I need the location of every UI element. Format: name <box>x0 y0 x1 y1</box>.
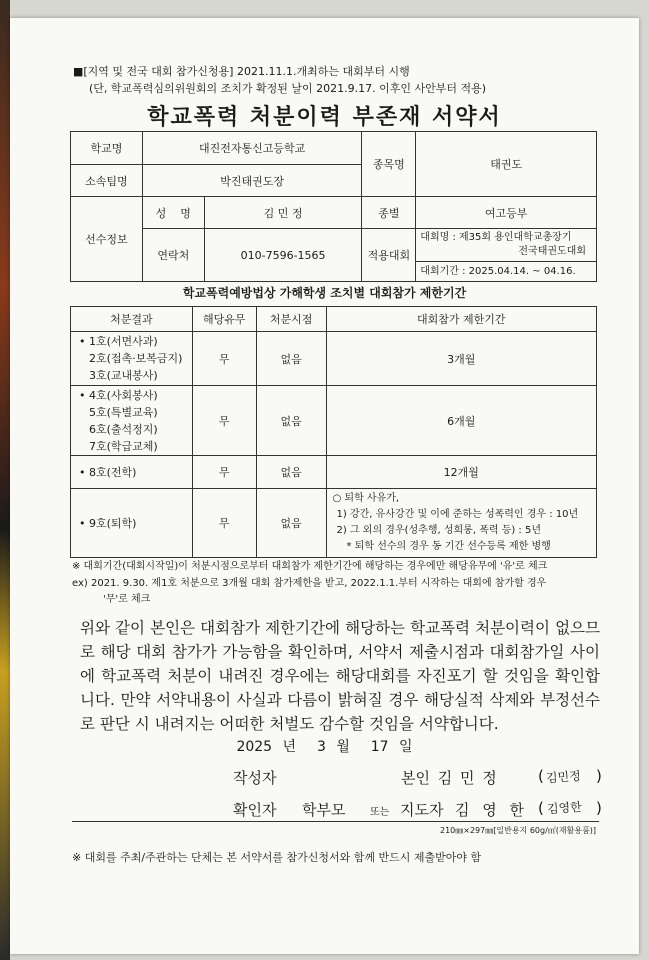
table-row <box>71 489 597 558</box>
result-cell <box>71 332 193 386</box>
info-table <box>70 131 597 282</box>
result-item: • 1호(서면사과) <box>79 335 158 348</box>
timing-cell: 없음 <box>256 332 326 386</box>
result-item: 5호(특별교육) <box>89 405 158 419</box>
pledge-document <box>10 18 639 954</box>
period-cell: 12개월 <box>326 456 596 489</box>
restriction-table <box>70 306 597 558</box>
header-period: 대회참가 제한기간 <box>326 307 596 332</box>
result-item: 2호(접촉·보복금지) <box>89 352 183 365</box>
period-cell: 6개월 <box>326 386 596 456</box>
applicable-cell: 무 <box>192 332 256 386</box>
name-value: 김 민 정 <box>204 197 362 229</box>
period-line: 1) 강간, 유사강간 및 이에 준하는 성폭력인 경우 : 10년 <box>336 509 579 520</box>
period-line: * 퇴학 선수의 경우 동 기간 선수등록 제한 병행 <box>346 541 551 552</box>
paper-size-note: 210㎜×297㎜[일반용지 60g/㎡(재활용품)] <box>440 826 597 835</box>
timing-cell: 없음 <box>256 489 326 558</box>
team-label: 소속팀명 <box>71 165 143 197</box>
table-row <box>71 332 597 386</box>
header-line-2: (단, 학교폭력심의위원회의 조치가 확정된 날이 2021.9.17. 이후인 사안부터 적용) <box>89 82 487 95</box>
table-row <box>71 386 597 456</box>
team-value: 박진태권도장 <box>142 165 362 197</box>
event-period: 대회기간 : 2025.04.14. ~ 04.16. <box>416 261 596 279</box>
athlete-label: 선수정보 <box>71 197 143 282</box>
seal-bracket-open: ( <box>538 799 544 817</box>
timing-cell: 없음 <box>256 386 326 456</box>
event-details <box>416 229 597 282</box>
result-item: 3호(교내봉사) <box>89 369 158 382</box>
sport-value: 태권도 <box>416 132 597 197</box>
name-label: 성 명 <box>142 197 204 229</box>
note-line-2: ex) 2021. 9.30. 제1호 처분으로 3개월 대회 참가제한을 받고, 2022.1.1.부터 시작하는 대회에 참가할 경우 <box>72 578 547 589</box>
note-line-3: '무'로 체크 <box>103 594 151 605</box>
confirm-label: 확인자 <box>233 801 277 819</box>
applicable-cell: 무 <box>192 456 256 489</box>
seal-bracket-open: ( <box>538 767 544 785</box>
signature-mark-coach: 김영한 <box>546 799 583 817</box>
result-cell: • 8호(전학) <box>71 456 193 489</box>
timing-cell: 없음 <box>256 456 326 489</box>
header-timing: 처분시점 <box>256 307 326 332</box>
note-line-1: ※ 대회기간(대회시작일)이 처분시점으로부터 대회참가 제한기간에 해당하는 경우에만 해당유무에 '유'로 체크 <box>72 561 548 572</box>
period-cell <box>326 489 596 558</box>
parent-label: 학부모 <box>302 801 346 819</box>
applicable-cell: 무 <box>192 489 256 558</box>
pledge-paragraph: 위와 같이 본인은 대회참가 제한기간에 해당하는 학교폭력 처분이력이 없으므로 해당 대회 참가가 가능함을 확인하며, 서약서 제출시점과 대회참가일 사이에 학교폭력 처분이 내려진 경우에는 해당대회를 자진포기 할 것임을 확인합니다. 만약 서약내용이 사실과 다름이 밝혀질 경우 해당실적 삭제와 부정선수로 판단 시 내려지는 어떠한 처벌도 감수할 것임을 서약합니다. <box>80 619 600 733</box>
applicable-cell: 무 <box>192 386 256 456</box>
contact-value: 010-7596-1565 <box>204 229 362 282</box>
school-label: 학교명 <box>71 132 143 165</box>
divider <box>72 821 599 822</box>
submission-footnote: ※ 대회를 주최/주관하는 단체는 본 서약서를 참가신청서와 함께 반드시 제출받아야 함 <box>72 851 482 864</box>
header-applicable: 해당유무 <box>192 307 256 332</box>
writer-label: 작성자 <box>233 769 277 787</box>
event-name-line2: 전국태권도대회 <box>518 246 586 257</box>
result-cell: • 9호(퇴학) <box>71 489 193 558</box>
signature-mark-self: 김민정 <box>545 768 582 786</box>
period-cell: 3개월 <box>326 332 596 386</box>
result-item: 6호(출석정지) <box>89 422 158 436</box>
coach-label: 지도자 <box>400 801 444 819</box>
seal-bracket-close: ) <box>596 799 602 817</box>
or-label: 또는 <box>370 807 390 818</box>
sport-label: 종목명 <box>362 132 416 197</box>
school-value: 대진전자통신고등학교 <box>142 132 362 165</box>
contact-label: 연락처 <box>142 229 204 282</box>
result-item: 7호(학급교체) <box>89 439 158 453</box>
period-line: ○ 퇴학 사유가, <box>332 493 400 504</box>
seal-bracket-close: ) <box>596 767 602 785</box>
table-row <box>71 456 597 489</box>
category-label: 종별 <box>362 197 416 229</box>
coach-name: 김 영 한 <box>455 801 529 819</box>
background-edge <box>0 0 10 960</box>
header-line-1: ■[지역 및 전국 대회 참가신청용] 2021.11.1.개최하는 대회부터 시행 <box>73 65 410 78</box>
event-name-line1: 대회명 : 제35회 용인대학교총장기 <box>420 232 572 243</box>
self-name: 본인 김 민 정 <box>401 769 497 787</box>
pledge-date: 2025 년 3 월 17 일 <box>236 739 413 755</box>
category-value: 여고등부 <box>416 197 597 229</box>
result-item: • 4호(사회봉사) <box>79 388 158 402</box>
result-cell <box>71 386 193 456</box>
period-line: 2) 그 외의 경우(성추행, 성희롱, 폭력 등) : 5년 <box>336 525 542 536</box>
header-result: 처분결과 <box>71 307 193 332</box>
document-title: 학교폭력 처분이력 부존재 서약서 <box>147 105 502 130</box>
restriction-section-title: 학교폭력예방법상 가해학생 조치별 대회참가 제한기간 <box>182 286 467 300</box>
event-label: 적용대회 <box>362 229 416 282</box>
